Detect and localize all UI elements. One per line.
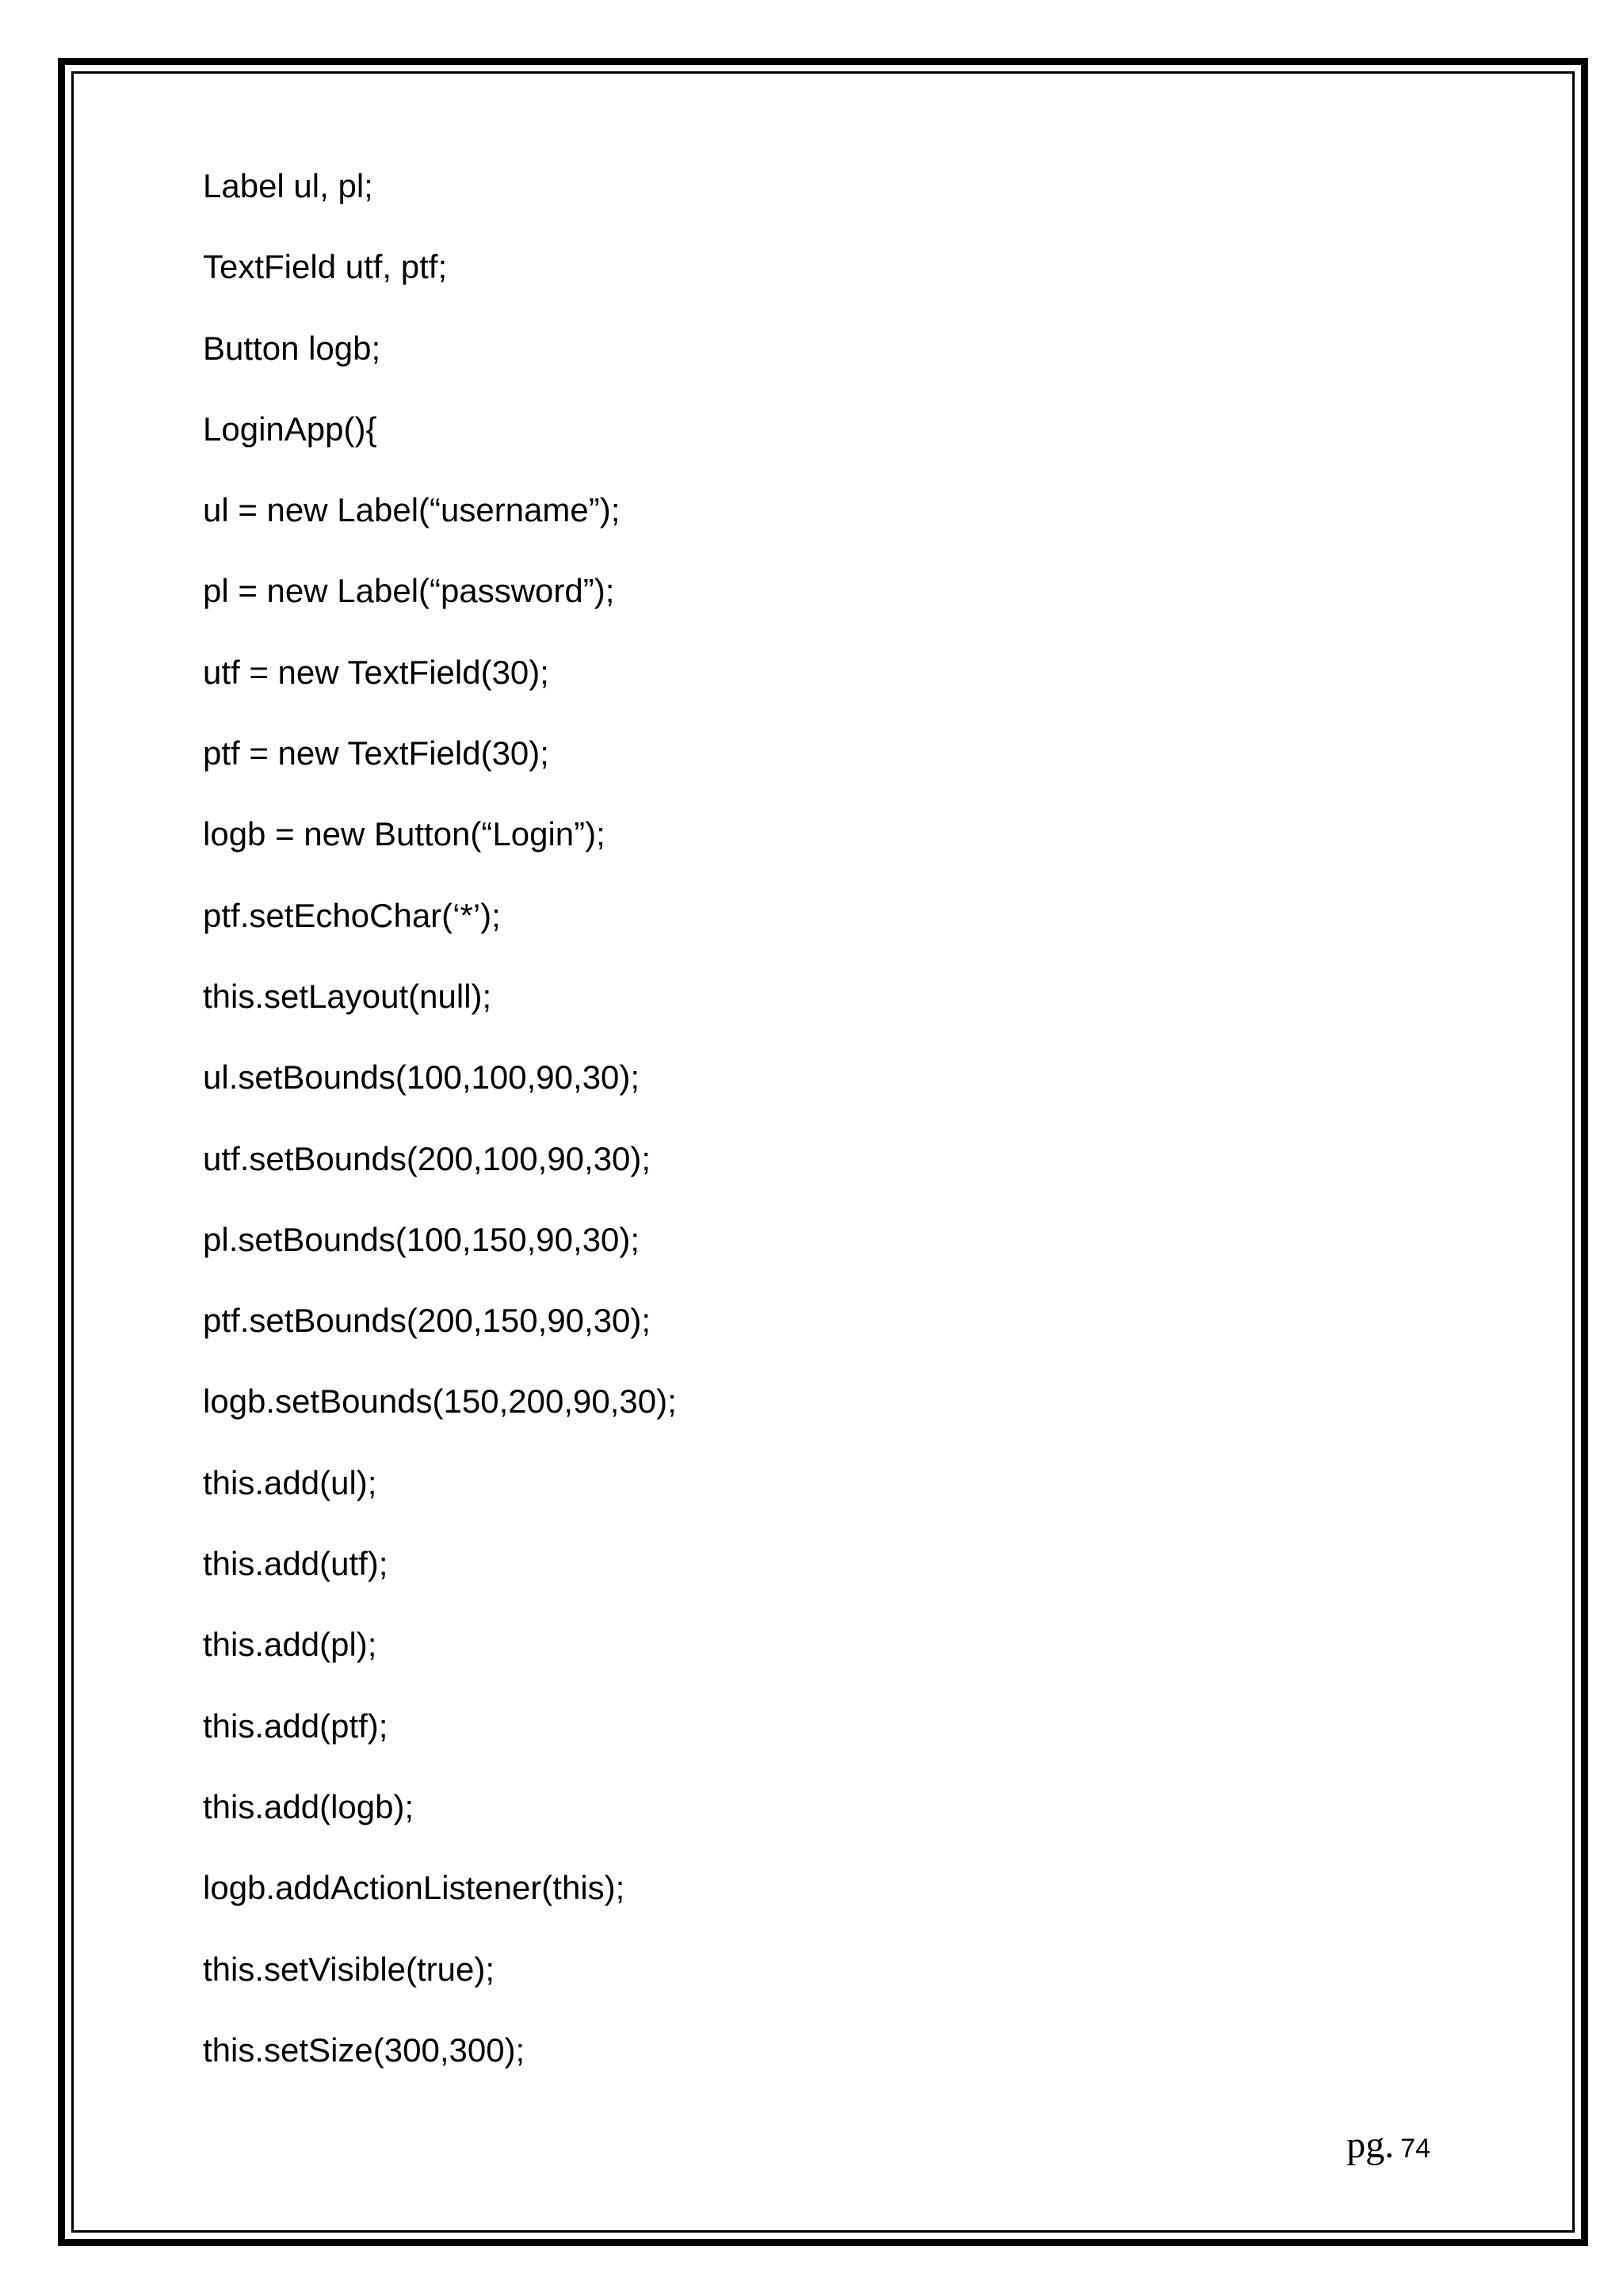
code-line: ul = new Label(“username”);: [203, 491, 621, 529]
code-line: ptf = new TextField(30);: [203, 734, 549, 772]
code-line: utf = new TextField(30);: [203, 653, 549, 691]
code-line: this.add(ptf);: [203, 1707, 388, 1745]
code-line: ul.setBounds(100,100,90,30);: [203, 1058, 640, 1097]
code-line: ptf.setEchoChar(‘*’);: [203, 896, 501, 934]
code-line: pl.setBounds(100,150,90,30);: [203, 1220, 640, 1258]
page-number: [1346, 2123, 1430, 2167]
code-line: logb.setBounds(150,200,90,30);: [203, 1383, 677, 1421]
page-number-value: 74: [1400, 2134, 1430, 2164]
code-line: logb = new Button(“Login”);: [203, 815, 605, 853]
code-line: this.add(utf);: [203, 1545, 388, 1583]
code-line: pl = new Label(“password”);: [203, 572, 615, 610]
code-line: this.add(pl);: [203, 1626, 377, 1664]
code-line: LoginApp(){: [203, 410, 377, 448]
code-line: ptf.setBounds(200,150,90,30);: [203, 1302, 651, 1340]
code-line: logb.addActionListener(this);: [203, 1869, 625, 1907]
code-listing: [203, 158, 677, 2103]
code-line: this.setLayout(null);: [203, 977, 492, 1015]
page-number-label: pg.: [1346, 2124, 1395, 2166]
code-line: Button logb;: [203, 329, 381, 367]
code-line: Label ul, pl;: [203, 167, 373, 204]
code-line: this.add(ul);: [203, 1463, 377, 1501]
code-line: this.add(logb);: [203, 1787, 414, 1825]
code-line: utf.setBounds(200,100,90,30);: [203, 1139, 651, 1177]
code-line: this.setSize(300,300);: [203, 2031, 525, 2069]
code-line: TextField utf, ptf;: [203, 248, 448, 286]
code-line: this.setVisible(true);: [203, 1950, 495, 1988]
